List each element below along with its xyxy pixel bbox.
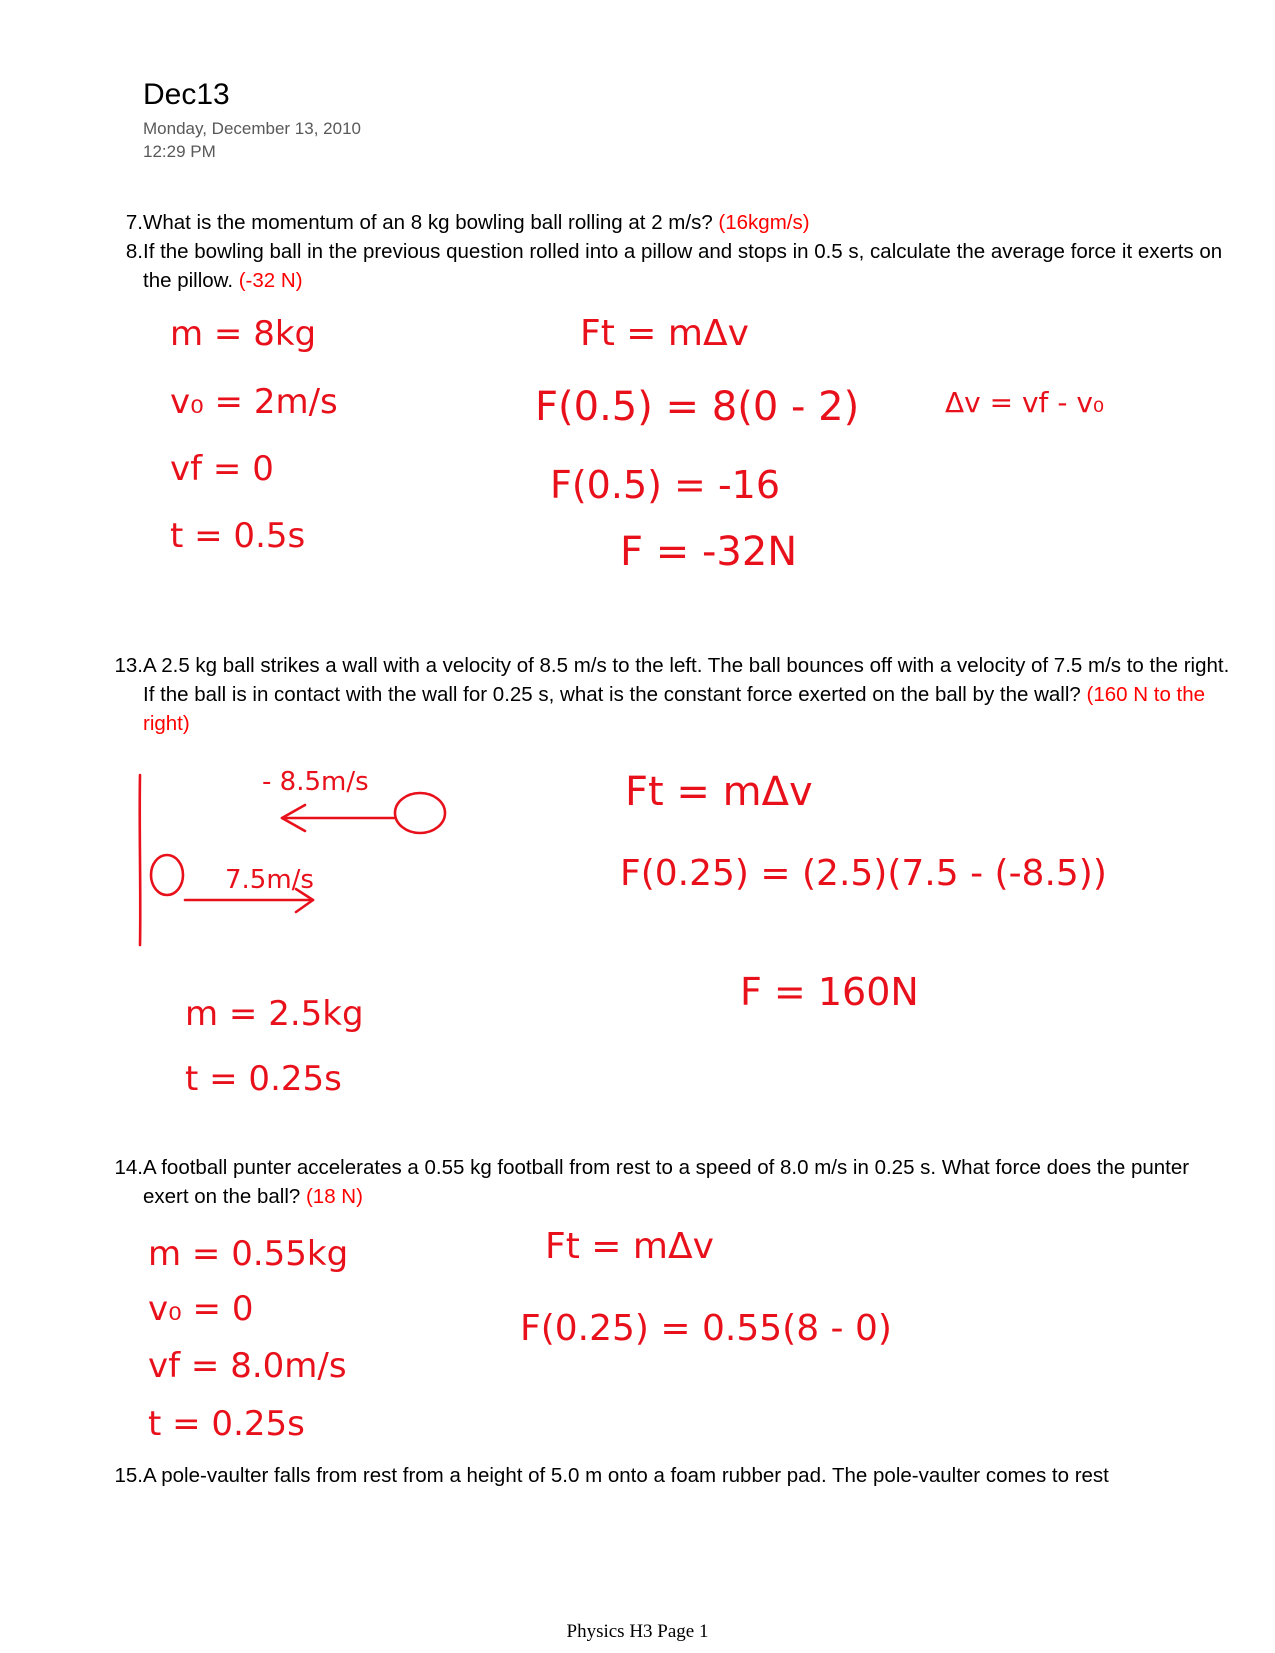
p8-given-mass: m = 8kg — [170, 314, 317, 354]
problem-answer: (18 N) — [305, 1185, 363, 1208]
p8-work-line-3: F(0.5) = -16 — [550, 463, 781, 507]
incoming-velocity-label: - 8.5m/s — [262, 767, 369, 797]
problem-answer: (16kgm/s) — [718, 211, 810, 234]
problem-number: 13. — [114, 654, 143, 677]
p8-givens — [170, 314, 338, 556]
page-footer: Physics H3 Page 1 — [566, 1621, 709, 1642]
p14-givens — [148, 1234, 348, 1444]
p13-work-line-1: Ft = mΔv — [625, 769, 813, 815]
page-date: Monday, December 13, 2010 — [143, 119, 361, 138]
problem-number: 14. — [114, 1156, 143, 1179]
p13-work-line-2: F(0.25) = (2.5)(7.5 - (-8.5)) — [620, 853, 1107, 894]
page-time: 12:29 PM — [143, 142, 216, 161]
p14-work-line-1: Ft = mΔv — [545, 1226, 714, 1267]
p14-work — [520, 1226, 892, 1349]
p14-given-final-velocity: vf = 8.0m/s — [148, 1346, 347, 1386]
problem-answer: (160 N to the right) — [143, 683, 1206, 735]
p8-given-final-velocity: vf = 0 — [170, 449, 274, 489]
p8-work — [535, 313, 1104, 575]
problem-text: If the bowling ball in the previous question rolled into a pillow and stops in 0.5 s, calculate the average force it exerts on the pillow. — [143, 240, 1223, 292]
p14-work-line-2: F(0.25) = 0.55(8 - 0) — [520, 1308, 892, 1349]
p13-given-time: t = 0.25s — [185, 1059, 342, 1099]
p8-work-line-4: F = -32N — [620, 529, 798, 575]
p13-given-mass: m = 2.5kg — [185, 994, 364, 1034]
problem-number: 15. — [114, 1464, 143, 1487]
problem-text: A pole-vaulter falls from rest from a height of 5.0 m onto a foam rubber pad. The pole-vaulter comes to rest — [143, 1464, 1109, 1487]
p8-work-line-2: F(0.5) = 8(0 - 2) — [535, 384, 860, 430]
p13-work — [620, 769, 1107, 1014]
incoming-ball — [395, 793, 445, 833]
p14-given-initial-velocity: v₀ = 0 — [148, 1289, 254, 1329]
p13-givens — [185, 994, 364, 1099]
page-title: Dec13 — [143, 78, 230, 111]
p14-given-mass: m = 0.55kg — [148, 1234, 349, 1274]
problem-answer: (-32 N) — [238, 269, 303, 292]
p8-work-line-1: Ft = mΔv — [580, 313, 749, 354]
problem-text: A football punter accelerates a 0.55 kg football from rest to a speed of 8.0 m/s in 0.25 s. What force does the punter exert on the ball? — [143, 1156, 1190, 1208]
p14-given-time: t = 0.25s — [148, 1404, 305, 1444]
outgoing-ball — [151, 855, 183, 895]
p8-given-time: t = 0.5s — [170, 516, 306, 556]
problem-number: 7. — [125, 211, 143, 234]
p13-work-line-3: F = 160N — [740, 970, 919, 1014]
problem-text: A 2.5 kg ball strikes a wall with a velocity of 8.5 m/s to the left. The ball bounces off with a velocity of 7.5 m/s to the right. If the ball is in contact with the wall for 0.25 s, what is the constant force exerted on the ball by the wall? — [143, 654, 1230, 706]
wall-line — [140, 775, 141, 945]
p13-diagram — [140, 767, 445, 945]
problem-text: What is the momentum of an 8 kg bowling ball rolling at 2 m/s? — [143, 211, 713, 234]
p8-delta-v-note: Δv = vf - v₀ — [945, 386, 1105, 419]
outgoing-velocity-label: 7.5m/s — [225, 865, 314, 895]
p8-given-initial-velocity: v₀ = 2m/s — [170, 382, 338, 422]
problem-number: 8. — [125, 240, 143, 263]
